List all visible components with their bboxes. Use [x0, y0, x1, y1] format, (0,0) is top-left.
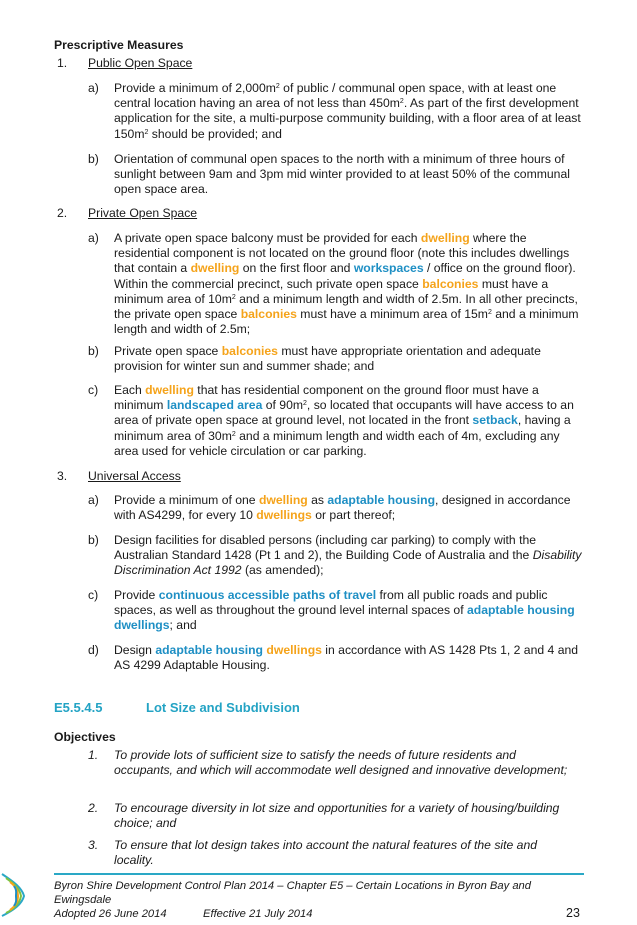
universal-access-d-text: Design adaptable housing dwellings in accordance with AS 1428 Pts 1, 2 and 4 and AS 4299 Adaptable Housing.: [114, 643, 579, 673]
section-title: Lot Size and Subdivision: [146, 700, 300, 715]
private-open-space-a-text: A private open space balcony must be provided for each dwelling where the residential component is not located on the ground floor (note this includes dwellings that contain a dwelling on the first floor and workspaces / office on the ground floor). Within the commercial precinct, such private open space balconies must have a minimum area of $10m^2$ and a minimum length and width of 2.5m. In all other precincts, the private open space balconies must have a minimum area of $15m^2$ and a minimum length and width of 2.5m;: [114, 231, 579, 337]
item-number: 2.: [57, 206, 68, 220]
item-letter: d): [88, 643, 99, 657]
universal-access-c-text: Provide continuous accessible paths of travel from all public roads and public spaces, as well as throughout the ground level internal spaces of adaptable housing dwellings; and: [114, 588, 575, 633]
footer-adopted-date: Adopted 26 June 2014: [54, 908, 167, 920]
item-letter: b): [88, 152, 99, 166]
item-letter: c): [88, 383, 99, 397]
item-number: 3.: [57, 469, 68, 483]
item-number: 1.: [57, 56, 68, 70]
private-open-space-b-text: Private open space balconies must have appropriate orientation and adequate provision for winter sun and summer shade; and: [114, 344, 541, 374]
objective-text: To encourage diversity in lot size and opportunities for a variety of housing/building choice; and: [114, 801, 560, 831]
objective-number: 2.: [88, 801, 99, 815]
section-number: E5.5.4.5: [54, 700, 103, 715]
item-letter: a): [88, 231, 99, 245]
objective-text: To provide lots of sufficient size to satisfy the needs of future residents and occupants, and which will accommodate well designed and innovative development;: [114, 748, 568, 778]
page-number: 23: [566, 906, 580, 920]
universal-access-title: Universal Access: [88, 469, 181, 483]
objective-number: 3.: [88, 838, 99, 852]
private-open-space-title: Private Open Space: [88, 206, 198, 220]
item-letter: c): [88, 588, 99, 602]
footer-effective-date: Effective 21 July 2014: [203, 908, 313, 920]
item-letter: a): [88, 81, 99, 95]
private-open-space-c-text: Each dwelling that has residential component on the ground floor must have a minimum landscaped area of $90m^2$, so located that occupants will have access to an area of private open space at ground level, not located in the front setback, having a minimum area of $30m^2$ and a minimum length and width each of 4m, excluding any area used for vehicle circulation or car parking.: [114, 383, 574, 458]
public-open-space-title: Public Open Space: [88, 56, 193, 70]
objective-text: To ensure that lot design takes into account the natural features of the site and locality.: [114, 838, 538, 868]
objective-number: 1.: [88, 748, 99, 762]
item-letter: a): [88, 493, 99, 507]
item-letter: b): [88, 344, 99, 358]
universal-access-b-text: Design facilities for disabled persons (including car parking) to comply with the Australian Standard 1428 (Pt 1 and 2), the Building Code of Australia and the Disability Discrimination Act 1992 (as amended);: [114, 533, 582, 578]
universal-access-a-text: Provide a minimum of one dwelling as adaptable housing, designed in accordance with AS4299, for every 10 dwellings or part thereof;: [114, 493, 571, 523]
prescriptive-measures-heading: Prescriptive Measures: [54, 38, 184, 52]
footer-document-title: Byron Shire Development Control Plan 2014 – Chapter E5 – Certain Locations in Byron Bay and Ewingsdale: [54, 880, 531, 906]
public-open-space-a-text: Provide a minimum of $2,000m^2$ of public / communal open space, with at least one central location having an area of not less than $450m^2$. As part of the first development application for the site, a multi-purpose community building, with a floor area of at least $150m^2$ should be provided; and: [114, 81, 581, 141]
footer-divider: [54, 873, 584, 875]
item-letter: b): [88, 533, 99, 547]
council-logo: [0, 868, 40, 918]
objectives-heading: Objectives: [54, 730, 116, 744]
public-open-space-b-text: Orientation of communal open spaces to the north with a minimum of three hours of sunlight between 9am and 3pm mid winter provided to at least 50% of the communal open space area.: [114, 152, 570, 197]
